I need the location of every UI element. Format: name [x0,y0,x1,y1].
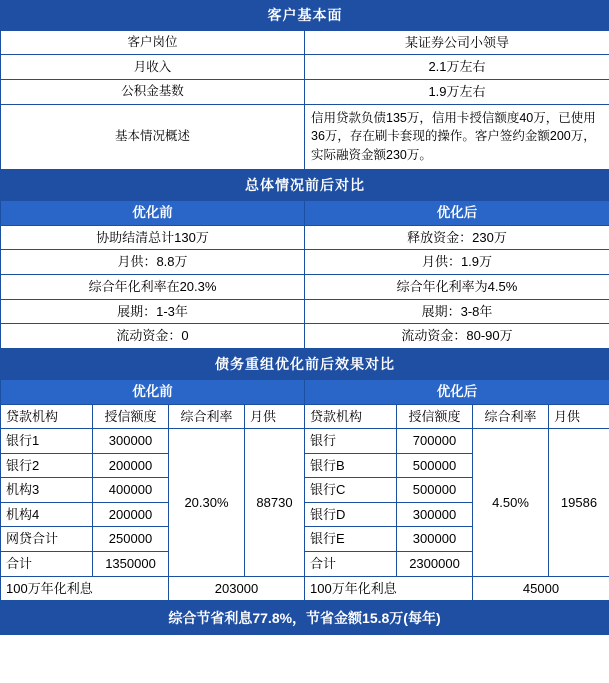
col-after-monthly: 月供 [549,404,609,429]
table-row [1,79,609,104]
profile-label-income: 月收入 [1,55,305,80]
after-inst-1: 银行B [305,453,397,478]
after-rate: 4.50% [473,429,549,576]
section2-head-after: 优化后 [305,200,609,225]
profile-value-position: 某证券公司小领导 [305,30,609,55]
section1-title-row [1,1,609,31]
before-amount-3: 200000 [93,502,169,527]
after-inst-2: 银行C [305,478,397,503]
before-inst-1: 银行2 [1,453,93,478]
table-row [1,274,609,299]
before-inst-4: 网贷合计 [1,527,93,552]
overall-after-2: 综合年化利率为4.5% [305,274,609,299]
overall-after-4: 流动资金：80-90万 [305,324,609,349]
section3-title: 债务重组优化前后效果对比 [1,349,609,379]
after-amount-5: 2300000 [397,552,473,577]
col-before-amount: 授信额度 [93,404,169,429]
profile-label-position: 客户岗位 [1,30,305,55]
section2-title-row [1,170,609,200]
before-amount-1: 200000 [93,453,169,478]
table-row [1,299,609,324]
section3-column-header-row [1,404,609,429]
debt-restructure-table [0,349,609,601]
after-inst-5: 合计 [305,552,397,577]
table-row [1,55,609,80]
overall-comparison-table [0,170,609,349]
table-row [1,104,609,169]
col-after-amount: 授信额度 [397,404,473,429]
before-amount-0: 300000 [93,429,169,454]
customer-profile-table [0,0,609,170]
section3-title-row [1,349,609,379]
profile-value-income: 2.1万左右 [305,55,609,80]
after-inst-0: 银行 [305,429,397,454]
summary-footer: 综合节省利息77.8%，节省金额15.8万(每年) [0,601,609,635]
table-row [1,324,609,349]
profile-label-summary: 基本情况概述 [1,104,305,169]
after-monthly: 19586 [549,429,609,576]
before-amount-4: 250000 [93,527,169,552]
before-inst-2: 机构3 [1,478,93,503]
after-interest-value: 45000 [473,576,609,601]
after-amount-3: 300000 [397,502,473,527]
overall-before-3: 展期：1-3年 [1,299,305,324]
section2-head-before: 优化前 [1,200,305,225]
overall-after-0: 释放资金：230万 [305,225,609,250]
before-inst-5: 合计 [1,552,93,577]
before-amount-5: 1350000 [93,552,169,577]
after-amount-1: 500000 [397,453,473,478]
before-rate: 20.30% [169,429,245,576]
after-amount-2: 500000 [397,478,473,503]
col-before-monthly: 月供 [245,404,305,429]
section1-title: 客户基本面 [1,1,609,31]
section3-head-after: 优化后 [305,379,609,404]
before-interest-value: 203000 [169,576,305,601]
after-inst-3: 银行D [305,502,397,527]
overall-after-3: 展期：3-8年 [305,299,609,324]
overall-before-1: 月供：8.8万 [1,250,305,275]
profile-value-fund-base: 1.9万左右 [305,79,609,104]
table-row [1,429,609,454]
col-after-institution: 贷款机构 [305,404,397,429]
profile-label-fund-base: 公积金基数 [1,79,305,104]
after-amount-4: 300000 [397,527,473,552]
table-row-interest [1,576,609,601]
col-after-rate: 综合利率 [473,404,549,429]
table-row [1,225,609,250]
after-interest-label: 100万年化利息 [305,576,473,601]
after-amount-0: 700000 [397,429,473,454]
section2-title: 总体情况前后对比 [1,170,609,200]
col-before-rate: 综合利率 [169,404,245,429]
before-inst-0: 银行1 [1,429,93,454]
section3-head-before: 优化前 [1,379,305,404]
after-inst-4: 银行E [305,527,397,552]
table-row [1,250,609,275]
col-before-institution: 贷款机构 [1,404,93,429]
profile-value-summary: 信用贷款负债135万，信用卡授信额度40万，已使用36万，存在刷卡套现的操作。客户签约金额200万，实际融资金额230万。 [305,104,609,169]
before-amount-2: 400000 [93,478,169,503]
section3-header-row [1,379,609,404]
overall-after-1: 月供：1.9万 [305,250,609,275]
before-monthly: 88730 [245,429,305,576]
before-inst-3: 机构4 [1,502,93,527]
table-row [1,30,609,55]
overall-before-2: 综合年化利率在20.3% [1,274,305,299]
before-interest-label: 100万年化利息 [1,576,169,601]
section2-header-row [1,200,609,225]
overall-before-0: 协助结清总计130万 [1,225,305,250]
overall-before-4: 流动资金：0 [1,324,305,349]
